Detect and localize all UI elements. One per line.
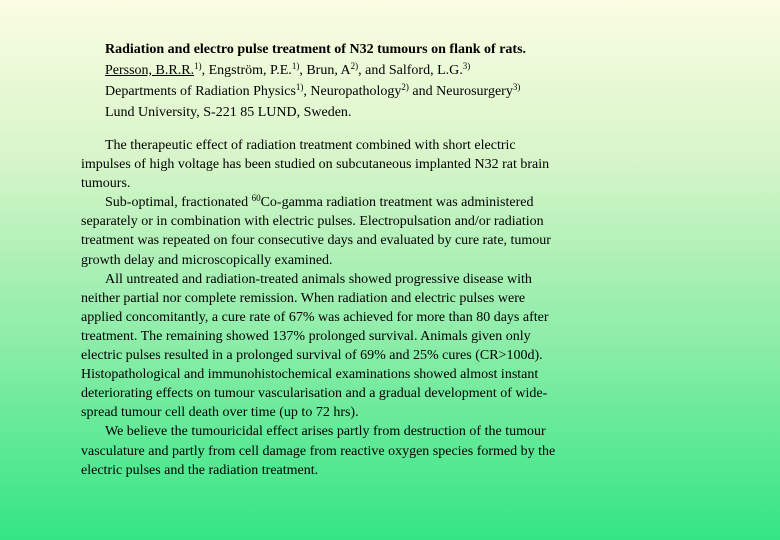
abstract-title: Radiation and electro pulse treatment of N32 tumours on flank of rats. (105, 42, 527, 57)
text-line: applied concomitantly, a cure rate of 67% was achieved for more than 80 days after (81, 309, 549, 325)
author-brun-affiliation: 2) (350, 61, 359, 71)
departments-line (105, 81, 745, 102)
paragraph-results (81, 270, 631, 423)
text-line: We believe the tumouricidal effect arises partly from destruction of the tumour (105, 424, 546, 440)
address-line: Lund University, S-221 85 LUND, Sweden. (105, 105, 352, 120)
author-persson-affiliation: 1) (194, 61, 202, 71)
text-line: tumours. (81, 176, 131, 192)
author-brun: , Brun, A (299, 63, 351, 78)
department-neurosurgery-marker: 3) (512, 82, 521, 92)
text-line: deteriorating effects on tumour vascularisation and a gradual development of wide- (81, 386, 548, 402)
text-fragment: Sub-optimal, fractionated (105, 195, 252, 211)
paragraph-intro (81, 136, 631, 193)
text-line: treatment was repeated on four consecutive days and evaluated by cure rate, tumour (81, 233, 551, 249)
text-fragment: Co-gamma radiation treatment was administered (260, 195, 534, 211)
text-line: The therapeutic effect of radiation treatment combined with short electric (105, 138, 516, 153)
paragraph-methods (81, 193, 631, 269)
author-engstrom-affiliation: 1) (291, 61, 300, 71)
text-line: Histopathological and immunohistochemical examinations showed almost instant (81, 367, 539, 383)
department-neuropathology: , Neuropathology (303, 84, 402, 99)
department-neurosurgery: and Neurosurgery (408, 84, 513, 99)
text-line: All untreated and radiation-treated animals showed progressive disease with (105, 271, 532, 287)
text-line: impulses of high voltage has been studied on subcutaneous implanted N32 rat brain (81, 157, 550, 173)
text-line: spread tumour cell death over time (up to 72 hrs). (81, 405, 359, 421)
text-line (81, 193, 631, 212)
department-radiation-physics-marker: 1) (295, 82, 304, 92)
text-line: growth delay and microscopically examined. (81, 252, 333, 268)
department-radiation-physics: Departments of Radiation Physics (105, 84, 296, 99)
author-salford-affiliation: 3) (462, 61, 471, 71)
abstract-body (81, 136, 631, 480)
text-line: vasculature and partly from cell damage from reactive oxygen species formed by the (81, 443, 556, 459)
abstract-header (105, 39, 745, 123)
text-line: treatment. The remaining showed 137% prolonged survival. Animals given only (81, 328, 531, 344)
text-line: electric pulses and the radiation treatment. (81, 462, 319, 478)
isotope-mass-number: 60 (251, 193, 261, 204)
paragraph-conclusion (81, 422, 631, 479)
author-persson: Persson, B.R.R. (105, 63, 195, 78)
department-neuropathology-marker: 2) (401, 82, 409, 92)
text-line: electric pulses resulted in a prolonged survival of 69% and 25% cures (CR>100d). (81, 348, 543, 364)
author-line (105, 60, 745, 81)
text-line: neither partial nor complete remission. When radiation and electric pulses were (81, 290, 526, 306)
author-engstrom: , Engström, P.E. (201, 63, 292, 78)
author-salford: , and Salford, L.G. (358, 63, 463, 78)
text-line: separately or in combination with electric pulses. Electropulsation and/or radiation (81, 214, 544, 230)
